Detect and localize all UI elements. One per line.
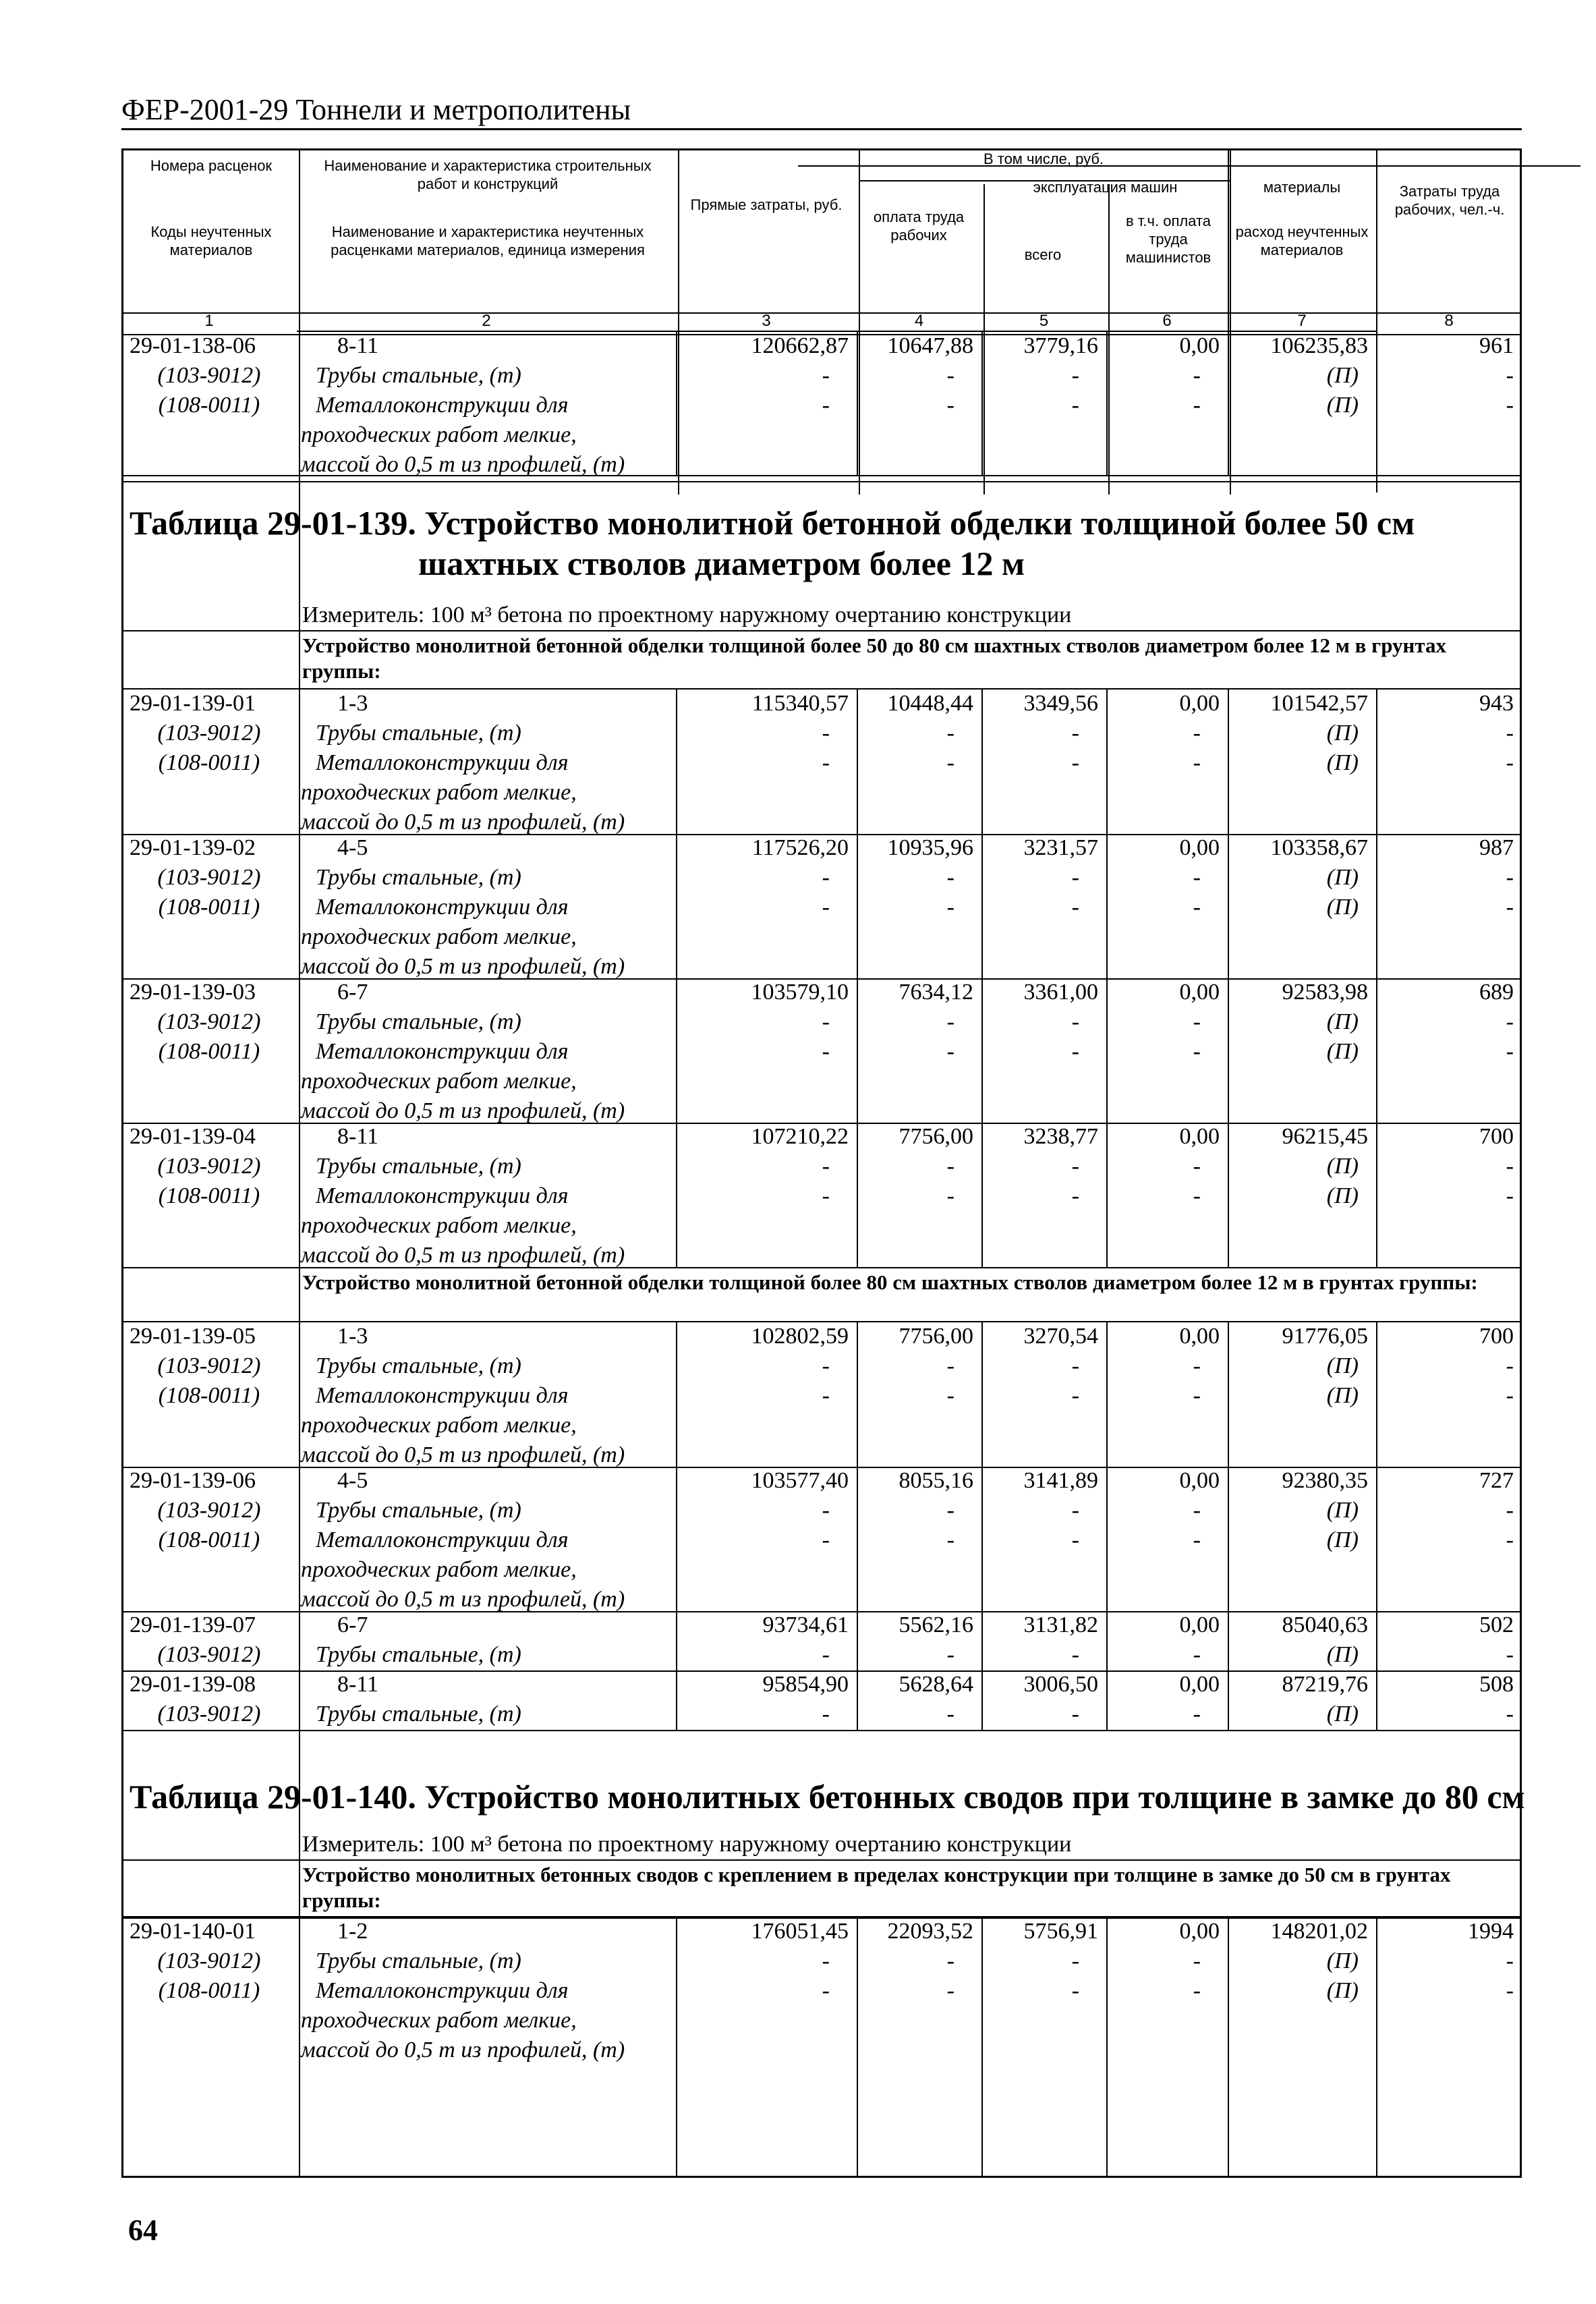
material-code: (108-0011) (158, 393, 260, 418)
dash-cell: - (946, 1009, 954, 1034)
cell-mach: 3238,77 (1023, 1124, 1098, 1149)
cell-mach_lab: 0,00 (1179, 333, 1220, 358)
dash-cell: - (1071, 895, 1079, 920)
cell-hours: 943 (1479, 691, 1514, 716)
cell-mach_lab: 0,00 (1179, 1124, 1220, 1149)
head-mat: материалы (1263, 179, 1341, 196)
cell-labor: 7756,00 (899, 1324, 973, 1349)
dash-cell: - (822, 1702, 830, 1726)
dash-cell: - (1193, 1154, 1201, 1179)
material-name: массой до 0,5 т из профилей, (т) (301, 1243, 625, 1268)
soil-group: 1-2 (337, 1919, 368, 1944)
cell-direct: 107210,22 (751, 1124, 849, 1149)
soil-group: 8-11 (337, 1124, 379, 1149)
rate-code: 29-01-139-01 (130, 691, 256, 716)
material-name: Металлоконструкции для (316, 1039, 569, 1064)
cell-mach_lab: 0,00 (1179, 1919, 1220, 1944)
cell-mach: 5756,91 (1023, 1919, 1098, 1944)
dash-cell: - (946, 1642, 954, 1667)
dash-cell: - (1193, 1978, 1201, 2003)
dash-cell: - (946, 1527, 954, 1552)
soil-group: 6-7 (337, 980, 368, 1005)
unaccounted-mark: (П) (1326, 1642, 1359, 1667)
soil-group: 6-7 (337, 1612, 368, 1637)
material-name: массой до 0,5 т из профилей, (т) (301, 954, 625, 979)
cell-hours: 700 (1479, 1324, 1514, 1349)
material-name: массой до 0,5 т из профилей, (т) (301, 2038, 625, 2062)
unaccounted-mark: (П) (1326, 1948, 1359, 1973)
col-number: 1 (204, 312, 214, 330)
dash-cell: - (822, 1154, 830, 1179)
cell-mach: 3231,57 (1023, 835, 1098, 860)
cell-direct: 103577,40 (751, 1468, 849, 1493)
rate-code: 29-01-138-06 (130, 333, 256, 358)
dash-cell: - (1506, 750, 1514, 775)
dash-cell: - (1506, 363, 1514, 388)
head-col3: Прямые затраты, руб. (690, 196, 843, 213)
cell-mach: 3779,16 (1023, 333, 1098, 358)
cell-hours: 961 (1479, 333, 1514, 358)
dash-cell: - (1506, 393, 1514, 418)
unaccounted-mark: (П) (1326, 1353, 1359, 1378)
cell-mat: 106235,83 (1270, 333, 1368, 358)
material-code: (108-0011) (158, 1039, 260, 1064)
dash-cell: - (822, 721, 830, 746)
cell-labor: 10647,88 (887, 333, 973, 358)
unaccounted-mark: (П) (1326, 895, 1359, 920)
material-name: Металлоконструкции для (316, 1183, 569, 1208)
dash-cell: - (1071, 721, 1079, 746)
cell-direct: 117526,20 (751, 835, 849, 860)
dash-cell: - (946, 1978, 954, 2003)
dash-cell: - (822, 1383, 830, 1408)
dash-cell: - (1071, 1978, 1079, 2003)
unaccounted-mark: (П) (1326, 1039, 1359, 1064)
dash-cell: - (1193, 750, 1201, 775)
cell-labor: 8055,16 (899, 1468, 973, 1493)
unaccounted-mark: (П) (1326, 1978, 1359, 2003)
material-name: массой до 0,5 т из профилей, (т) (301, 452, 625, 477)
material-name: Трубы стальные, (т) (316, 1642, 521, 1667)
material-name: Металлоконструкции для (316, 750, 569, 775)
material-code: (108-0011) (158, 750, 260, 775)
cell-hours: 1994 (1468, 1919, 1514, 1944)
cell-mat: 91776,05 (1282, 1324, 1368, 1349)
cell-hours: 727 (1479, 1468, 1514, 1493)
page-header: ФЕР-2001-29 Тоннели и метрополитены (121, 93, 1522, 130)
soil-group: 4-5 (337, 835, 368, 860)
unaccounted-mark: (П) (1326, 1498, 1359, 1523)
col-line (299, 150, 300, 2177)
cell-labor: 7634,12 (899, 980, 973, 1005)
cell-direct: 93734,61 (762, 1612, 849, 1637)
dash-cell: - (1506, 865, 1514, 890)
material-name: проходческих работ мелкие, (301, 780, 577, 805)
head-col6: в т.ч. оплата труда машинистов (1125, 213, 1212, 266)
rate-code: 29-01-139-02 (130, 835, 256, 860)
unaccounted-mark: (П) (1326, 1527, 1359, 1552)
dash-cell: - (822, 1642, 830, 1667)
dash-cell: - (1071, 1183, 1079, 1208)
dash-cell: - (822, 363, 830, 388)
cell-direct: 115340,57 (751, 691, 849, 716)
section-heading: Устройство монолитной бетонной обделки толщиной более 80 см шахтных стволов диаметром более 12 м в грунтах группы: (302, 1270, 1478, 1294)
dash-cell: - (1506, 1353, 1514, 1378)
rate-code: 29-01-139-07 (130, 1612, 256, 1637)
dash-cell: - (1193, 1498, 1201, 1523)
dash-cell: - (1071, 1948, 1079, 1973)
table-title: Таблица 29-01-139. Устройство монолитной бетонной обделки толщиной более 50 см (130, 504, 1415, 542)
material-code: (103-9012) (157, 363, 261, 388)
page-number: 64 (128, 2214, 158, 2247)
dash-cell: - (946, 1948, 954, 1973)
unaccounted-mark: (П) (1326, 1183, 1359, 1208)
material-name: проходческих работ мелкие, (301, 1069, 577, 1094)
dash-cell: - (822, 1039, 830, 1064)
dash-cell: - (1071, 750, 1079, 775)
cell-mach: 3006,50 (1023, 1672, 1098, 1697)
dash-cell: - (1071, 1642, 1079, 1667)
dash-cell: - (946, 1383, 954, 1408)
dash-cell: - (822, 750, 830, 775)
dash-cell: - (1193, 721, 1201, 746)
dash-cell: - (1071, 393, 1079, 418)
unaccounted-mark: (П) (1326, 1009, 1359, 1034)
measure-unit: Измеритель: 100 м³ бетона по проектному наружному очертанию конструкции (302, 602, 1072, 627)
cell-mat: 148201,02 (1270, 1919, 1368, 1944)
dash-cell: - (1071, 1498, 1079, 1523)
dash-cell: - (822, 895, 830, 920)
unaccounted-mark: (П) (1326, 363, 1359, 388)
unaccounted-mark: (П) (1326, 1154, 1359, 1179)
section-heading: Устройство монолитных бетонных сводов с креплением в пределах конструкции при толщине в замке до 50 см в грунтах группы: (302, 1863, 1451, 1912)
col-number: 3 (762, 312, 771, 330)
dash-cell: - (1506, 721, 1514, 746)
material-code: (108-0011) (158, 1978, 260, 2003)
material-code: (103-9012) (157, 1009, 261, 1034)
cell-hours: 987 (1479, 835, 1514, 860)
material-name: Трубы стальные, (т) (316, 721, 521, 746)
dash-cell: - (1506, 1527, 1514, 1552)
material-code: (103-9012) (157, 1353, 261, 1378)
material-name: проходческих работ мелкие, (301, 422, 577, 447)
dash-cell: - (1071, 1009, 1079, 1034)
dash-cell: - (822, 865, 830, 890)
dash-cell: - (946, 865, 954, 890)
material-name: Трубы стальные, (т) (316, 363, 521, 388)
cell-mat: 92380,35 (1282, 1468, 1368, 1493)
dash-cell: - (1193, 1383, 1201, 1408)
material-name: Металлоконструкции для (316, 1527, 569, 1552)
soil-group: 8-11 (337, 333, 379, 358)
head-col1b: Коды неучтенных материалов (150, 223, 272, 258)
head-col8: Затраты труда рабочих, чел.-ч. (1394, 183, 1505, 218)
col-number: 7 (1297, 312, 1307, 330)
dash-cell: - (1193, 1642, 1201, 1667)
dash-cell: - (822, 1527, 830, 1552)
unaccounted-mark: (П) (1326, 721, 1359, 746)
material-name: Металлоконструкции для (316, 895, 569, 920)
rate-code: 29-01-139-08 (130, 1672, 256, 1697)
material-name: проходческих работ мелкие, (301, 2008, 577, 2033)
head-incl: В том числе, руб. (983, 150, 1104, 167)
dash-cell: - (1193, 393, 1201, 418)
dash-cell: - (1193, 1948, 1201, 1973)
dash-cell: - (1506, 895, 1514, 920)
cell-mach_lab: 0,00 (1179, 835, 1220, 860)
dash-cell: - (1506, 1498, 1514, 1523)
material-name: Трубы стальные, (т) (316, 1009, 521, 1034)
unaccounted-mark: (П) (1326, 393, 1359, 418)
dash-cell: - (1193, 1353, 1201, 1378)
cell-direct: 176051,45 (751, 1919, 849, 1944)
material-name: проходческих работ мелкие, (301, 1213, 577, 1238)
cell-mach_lab: 0,00 (1179, 980, 1220, 1005)
measure-unit: Измеритель: 100 м³ бетона по проектному наружному очертанию конструкции (302, 1832, 1072, 1857)
cell-mach_lab: 0,00 (1179, 691, 1220, 716)
cell-labor: 10935,96 (887, 835, 973, 860)
material-name: Металлоконструкции для (316, 393, 569, 418)
cell-mat: 101542,57 (1270, 691, 1368, 716)
cell-labor: 5628,64 (899, 1672, 973, 1697)
dash-cell: - (1506, 1183, 1514, 1208)
dash-cell: - (822, 1183, 830, 1208)
dash-cell: - (1071, 363, 1079, 388)
cell-mach: 3349,56 (1023, 691, 1098, 716)
material-code: (108-0011) (158, 1383, 260, 1408)
cell-direct: 120662,87 (751, 333, 849, 358)
cell-hours: 502 (1479, 1612, 1514, 1637)
material-code: (103-9012) (157, 1948, 261, 1973)
cell-mach: 3270,54 (1023, 1324, 1098, 1349)
cell-mach_lab: 0,00 (1179, 1612, 1220, 1637)
dash-cell: - (822, 393, 830, 418)
col-number: 4 (914, 312, 924, 330)
dash-cell: - (1506, 1009, 1514, 1034)
head-col1a: Номера расценок (150, 157, 273, 174)
material-name: проходческих работ мелкие, (301, 1413, 577, 1438)
material-code: (108-0011) (158, 895, 260, 920)
cell-labor: 10448,44 (887, 691, 973, 716)
cell-mach: 3361,00 (1023, 980, 1098, 1005)
dash-cell: - (1193, 363, 1201, 388)
dash-cell: - (1071, 865, 1079, 890)
rate-code: 29-01-139-05 (130, 1324, 256, 1349)
dash-cell: - (946, 1183, 954, 1208)
cell-mach: 3141,89 (1023, 1468, 1098, 1493)
dash-cell: - (1506, 1642, 1514, 1667)
dash-cell: - (1506, 1383, 1514, 1408)
material-code: (103-9012) (157, 1702, 261, 1726)
material-name: Трубы стальные, (т) (316, 865, 521, 890)
material-name: Металлоконструкции для (316, 1383, 569, 1408)
dash-cell: - (1071, 1039, 1079, 1064)
unaccounted-mark: (П) (1326, 750, 1359, 775)
dash-cell: - (946, 1498, 954, 1523)
dash-cell: - (1506, 1978, 1514, 2003)
dash-cell: - (1193, 895, 1201, 920)
material-name: проходческих работ мелкие, (301, 924, 577, 949)
cell-mat: 85040,63 (1282, 1612, 1368, 1637)
cell-mat: 92583,98 (1282, 980, 1368, 1005)
material-name: Металлоконструкции для (316, 1978, 569, 2003)
dash-cell: - (1071, 1527, 1079, 1552)
material-name: Трубы стальные, (т) (316, 1353, 521, 1378)
cell-hours: 700 (1479, 1124, 1514, 1149)
material-name: проходческих работ мелкие, (301, 1557, 577, 1582)
material-name: массой до 0,5 т из профилей, (т) (301, 1098, 625, 1123)
material-name: массой до 0,5 т из профилей, (т) (301, 810, 625, 835)
row-line (121, 630, 297, 631)
dash-cell: - (1071, 1702, 1079, 1726)
rate-code: 29-01-139-06 (130, 1468, 256, 1493)
material-code: (108-0011) (158, 1183, 260, 1208)
cell-mat: 96215,45 (1282, 1124, 1368, 1149)
cell-direct: 102802,59 (751, 1324, 849, 1349)
cell-direct: 95854,90 (762, 1672, 849, 1697)
row-line (121, 1859, 1522, 1861)
row-line (121, 1730, 1522, 1731)
head-col2a: Наименование и характеристика строительных работ и конструкций (324, 157, 652, 192)
cell-mach_lab: 0,00 (1179, 1324, 1220, 1349)
dash-cell: - (946, 1039, 954, 1064)
soil-group: 1-3 (337, 1324, 368, 1349)
material-code: (103-9012) (157, 865, 261, 890)
material-name: Трубы стальные, (т) (316, 1948, 521, 1973)
cell-direct: 103579,10 (751, 980, 849, 1005)
col-number: 5 (1039, 312, 1049, 330)
dash-cell: - (946, 721, 954, 746)
material-name: Трубы стальные, (т) (316, 1154, 521, 1179)
dash-cell: - (946, 750, 954, 775)
material-code: (108-0011) (158, 1527, 260, 1552)
head-mach: эксплуатация машин (1033, 179, 1178, 196)
dash-cell: - (946, 1702, 954, 1726)
dash-cell: - (1506, 1948, 1514, 1973)
material-code: (103-9012) (157, 1498, 261, 1523)
dash-cell: - (1071, 1353, 1079, 1378)
dash-cell: - (822, 1978, 830, 2003)
unaccounted-mark: (П) (1326, 1702, 1359, 1726)
dash-cell: - (1193, 1702, 1201, 1726)
cell-labor: 7756,00 (899, 1124, 973, 1149)
dash-cell: - (1193, 1039, 1201, 1064)
material-code: (103-9012) (157, 1154, 261, 1179)
cell-mach_lab: 0,00 (1179, 1672, 1220, 1697)
dash-cell: - (946, 1353, 954, 1378)
dash-cell: - (1506, 1702, 1514, 1726)
table-title: шахтных стволов диаметром более 12 м (418, 544, 1025, 582)
dash-cell: - (946, 895, 954, 920)
dash-cell: - (822, 1948, 830, 1973)
dash-cell: - (1193, 1183, 1201, 1208)
dash-cell: - (946, 393, 954, 418)
rate-code: 29-01-139-03 (130, 980, 256, 1005)
dash-cell: - (822, 1498, 830, 1523)
cell-hours: 508 (1479, 1672, 1514, 1697)
row-line (297, 630, 1522, 631)
col-number: 8 (1444, 312, 1454, 330)
col-number: 6 (1162, 312, 1172, 330)
table-title: Таблица 29-01-140. Устройство монолитных бетонных сводов при толщине в замке до 80 см (130, 1778, 1525, 1816)
cell-mach_lab: 0,00 (1179, 1468, 1220, 1493)
col-number: 2 (482, 312, 491, 330)
material-name: массой до 0,5 т из профилей, (т) (301, 1442, 625, 1467)
head-col5: всего (1024, 246, 1062, 263)
rate-code: 29-01-140-01 (130, 1919, 256, 1944)
dash-cell: - (1193, 1009, 1201, 1034)
dash-cell: - (1071, 1383, 1079, 1408)
rate-code: 29-01-139-04 (130, 1124, 256, 1149)
material-code: (103-9012) (157, 721, 261, 746)
material-name: массой до 0,5 т из профилей, (т) (301, 1587, 625, 1612)
soil-group: 1-3 (337, 691, 368, 716)
dash-cell: - (1193, 1527, 1201, 1552)
material-code: (103-9012) (157, 1642, 261, 1667)
dash-cell: - (1071, 1154, 1079, 1179)
unaccounted-mark: (П) (1326, 865, 1359, 890)
unaccounted-mark: (П) (1326, 1383, 1359, 1408)
cell-mat: 103358,67 (1270, 835, 1368, 860)
dash-cell: - (822, 1009, 830, 1034)
cell-labor: 5562,16 (899, 1612, 973, 1637)
soil-group: 8-11 (337, 1672, 379, 1697)
cell-mat: 87219,76 (1282, 1672, 1368, 1697)
cell-labor: 22093,52 (887, 1919, 973, 1944)
cell-hours: 689 (1479, 980, 1514, 1005)
dash-cell: - (822, 1353, 830, 1378)
soil-group: 4-5 (337, 1468, 368, 1493)
dash-cell: - (946, 1154, 954, 1179)
section-heading: Устройство монолитной бетонной обделки толщиной более 50 до 80 см шахтных стволов диаметром более 12 м в грунтах группы: (302, 634, 1447, 683)
material-name: Трубы стальные, (т) (316, 1702, 521, 1726)
dash-cell: - (1506, 1039, 1514, 1064)
head-col7: расход неучтенных материалов (1235, 223, 1369, 258)
dash-cell: - (1506, 1154, 1514, 1179)
dash-cell: - (1193, 865, 1201, 890)
material-name: Трубы стальные, (т) (316, 1498, 521, 1523)
head-col4: оплата труда рабочих (873, 208, 965, 244)
head-col2b: Наименование и характеристика неучтенных расценками материалов, единица измерения (331, 223, 645, 258)
row-line (123, 481, 1521, 482)
cell-mach: 3131,82 (1023, 1612, 1098, 1637)
dash-cell: - (946, 363, 954, 388)
